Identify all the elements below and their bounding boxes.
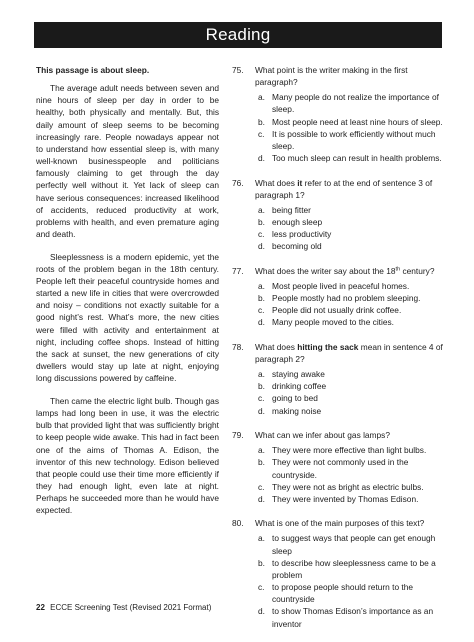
- option-c[interactable]: [255, 228, 444, 240]
- question-text-part: What does the writer say about the 18: [255, 265, 396, 276]
- option-letter: c.: [258, 393, 265, 404]
- option-letter: b.: [258, 293, 265, 304]
- option-b[interactable]: [255, 557, 444, 581]
- question-text: [255, 341, 444, 365]
- page-footer: [36, 603, 211, 613]
- option-text: to suggest ways that people can get enough sleep: [272, 533, 436, 556]
- option-text: They were invented by Thomas Edison.: [272, 493, 419, 504]
- option-c[interactable]: [255, 392, 444, 404]
- option-a[interactable]: [255, 532, 444, 556]
- passage-intro: This passage is about sleep.: [36, 65, 150, 75]
- question-75: [232, 64, 444, 164]
- option-b[interactable]: [255, 292, 444, 304]
- section-title: Reading: [205, 25, 271, 44]
- option-a[interactable]: [255, 280, 444, 292]
- option-letter: b.: [258, 381, 265, 392]
- question-text-part: refer to at the end of sentence 3 of paragraph 1?: [255, 177, 433, 200]
- option-text: less productivity: [272, 229, 332, 240]
- option-b[interactable]: [255, 216, 444, 228]
- question-text: [255, 177, 444, 201]
- option-letter: b.: [258, 457, 265, 468]
- option-text: Most people need at least nine hours of sleep.: [272, 116, 443, 127]
- question-keyword: hitting the sack: [297, 341, 359, 352]
- option-a[interactable]: [255, 368, 444, 380]
- option-text: They were not commonly used in the countryside.: [272, 457, 409, 480]
- option-text: to propose people should return to the countryside: [272, 582, 414, 605]
- question-text-part: mean in sentence 4 of paragraph 2?: [255, 341, 443, 365]
- option-c[interactable]: [255, 304, 444, 316]
- option-text: being fitter: [272, 204, 311, 215]
- option-letter: c.: [258, 305, 265, 316]
- option-letter: d.: [258, 153, 265, 164]
- reading-passage: [36, 64, 219, 527]
- option-d[interactable]: [255, 152, 444, 164]
- option-c[interactable]: [255, 581, 444, 605]
- question-number: 76.: [232, 177, 244, 188]
- option-letter: a.: [258, 280, 265, 291]
- option-text: People did not usually drink coffee.: [272, 305, 402, 316]
- option-text: drinking coffee: [272, 381, 327, 392]
- option-letter: d.: [258, 241, 265, 252]
- question-text-part: century?: [400, 265, 435, 276]
- option-c[interactable]: [255, 481, 444, 493]
- question-keyword: it: [297, 177, 303, 188]
- option-letter: c.: [258, 229, 265, 240]
- option-text: Many people moved to the cities.: [272, 317, 394, 328]
- ordinal-superscript: th: [395, 266, 401, 273]
- option-letter: a.: [258, 445, 265, 456]
- page-header: [34, 22, 442, 48]
- option-text: becoming old: [272, 241, 322, 252]
- option-a[interactable]: [255, 444, 444, 456]
- question-80: [232, 517, 444, 629]
- passage-paragraph-1: The average adult needs between seven and nine hours of sleep per day in order to be healthy, both physically and mentally. But, this daily amount of sleep seems to be becoming increasingly rare. People nowadays appear not to understand how essential sleep is, with many well-known businesspeople and politicians famously claiming to get through the day perfectly well without it. Yet lack of sleep can have serious consequences: increased likelihood of accidents, reduced productivity at work, problems with health, and even premature aging and death.: [36, 83, 219, 240]
- option-text: They were more effective than light bulbs.: [272, 445, 427, 456]
- option-text: to describe how sleeplessness came to be a problem: [272, 557, 436, 580]
- option-letter: b.: [258, 116, 265, 127]
- question-77: [232, 265, 444, 329]
- option-c[interactable]: [255, 128, 444, 152]
- option-letter: b.: [258, 217, 265, 228]
- passage-paragraph-3: Then came the electric light bulb. Though gas lamps had long been in use, it was the electric bulb that provided light that was sufficiently bright to keep people wide awake. This had in fact been one of the aims of Thomas A. Edison, the inventor of this new technology. Edison believed that people could use their time more efficiently if they had enough light, even late at night. Perhaps he succeeded more than he would have expected.: [36, 395, 219, 516]
- option-letter: a.: [258, 92, 265, 103]
- option-b[interactable]: [255, 456, 444, 480]
- option-text: People mostly had no problem sleeping.: [272, 293, 421, 304]
- option-text: It is possible to work efficiently without much sleep.: [272, 128, 436, 151]
- option-letter: c.: [258, 128, 265, 139]
- question-number: 79.: [232, 430, 244, 441]
- option-text: Most people lived in peaceful homes.: [272, 280, 410, 291]
- option-letter: a.: [258, 369, 265, 380]
- question-text: [255, 265, 444, 277]
- option-b[interactable]: [255, 116, 444, 128]
- question-number: 77.: [232, 265, 244, 276]
- option-text: going to bed: [272, 393, 318, 404]
- question-78: [232, 341, 444, 417]
- option-letter: d.: [258, 606, 265, 617]
- question-text-part: What does: [255, 177, 298, 188]
- option-text: They were not as bright as electric bulbs.: [272, 481, 424, 492]
- option-letter: a.: [258, 533, 265, 544]
- question-text: What point is the writer making in the first paragraph?: [255, 65, 408, 88]
- option-text: enough sleep: [272, 217, 323, 228]
- option-text: to show Thomas Edison’s importance as an inventor: [272, 606, 434, 629]
- option-letter: d.: [258, 405, 265, 416]
- questions-column: [232, 64, 444, 642]
- option-letter: c.: [258, 481, 265, 492]
- question-79: [232, 429, 444, 505]
- option-a[interactable]: [255, 91, 444, 115]
- question-number: 78.: [232, 341, 244, 352]
- question-text-part: What does: [255, 341, 298, 352]
- question-text: What is one of the main purposes of this text?: [255, 518, 425, 529]
- option-text: Too much sleep can result in health problems.: [272, 153, 442, 164]
- question-number: 80.: [232, 518, 244, 529]
- page-number: 22: [36, 603, 45, 612]
- option-text: making noise: [272, 405, 322, 416]
- question-number: 75.: [232, 65, 244, 75]
- option-letter: a.: [258, 204, 265, 215]
- passage-paragraph-2: Sleeplessness is a modern epidemic, yet the roots of the problem began in the 18th century. People left their peaceful countryside homes and started a new life in cities that were overcrowded and noisy – conditions not exactly suitable for a good night’s rest. What’s more, the new cities were filled with activity and entertainment at night, including coffee shops. Instead of hitting the sack at sunset, the new generations of city dwellers would stay up late at night, enjoying long discussions powered by caffeine.: [36, 251, 219, 384]
- question-76: [232, 177, 444, 253]
- option-d[interactable]: [255, 316, 444, 328]
- question-text: What can we infer about gas lamps?: [255, 430, 390, 441]
- option-letter: b.: [258, 557, 265, 568]
- option-text: Many people do not realize the importance of sleep.: [272, 92, 439, 115]
- option-letter: c.: [258, 582, 265, 593]
- option-letter: d.: [258, 493, 265, 504]
- option-letter: d.: [258, 317, 265, 328]
- option-d[interactable]: [255, 605, 444, 629]
- option-b[interactable]: [255, 380, 444, 392]
- footer-text: ECCE Screening Test (Revised 2021 Format): [50, 603, 212, 612]
- option-d[interactable]: [255, 405, 444, 417]
- option-d[interactable]: [255, 493, 444, 505]
- option-a[interactable]: [255, 204, 444, 216]
- option-d[interactable]: [255, 240, 444, 252]
- option-text: staying awake: [272, 369, 325, 380]
